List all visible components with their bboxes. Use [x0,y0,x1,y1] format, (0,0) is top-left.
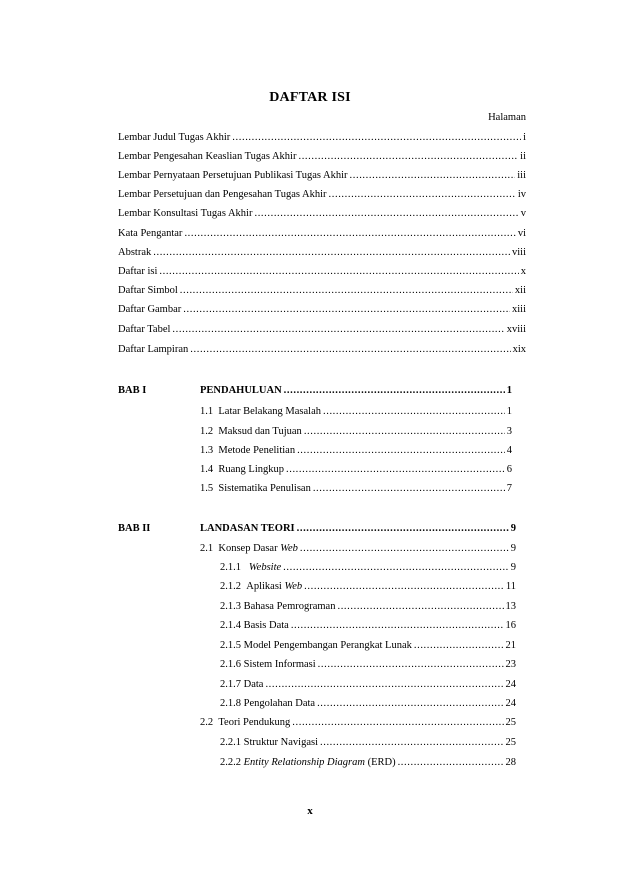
page-title: DAFTAR ISI [269,90,351,105]
toc-entry: Abstrak ..... viii [118,245,526,261]
subsection-entry: 2.1.4 Basis Data ..... 16 [220,618,516,634]
toc-entry: Lembar Pengesahan Keaslian Tugas Akhir ..... ii [118,149,526,165]
subsection-entry: 2.1.2 Aplikasi Web ..... 11 [220,579,516,595]
subsection-entry: 2.1.1 Website ..... 9 [220,560,516,576]
chapter-label: BAB I [118,385,147,396]
chapter-entry: PENDAHULUAN ..... 1 [200,383,512,399]
section-entry: 1.3 Metode Penelitian ..... 4 [200,443,512,459]
subsection-entry: 2.2.2 Entity Relationship Diagram (ERD) ..... 28 [220,755,516,771]
subsection-entry: 2.1.6 Sistem Informasi ..... 23 [220,657,516,673]
toc-entry: Lembar Judul Tugas Akhir ..... i [118,130,526,146]
subsection-entry: 2.1.3 Bahasa Pemrograman ..... 13 [220,599,516,615]
section-entry: 1.2 Maksud dan Tujuan ..... 3 [200,424,512,440]
subsection-entry: 2.2.1 Struktur Navigasi ..... 25 [220,735,516,751]
section-entry: 2.1 Konsep Dasar Web ..... 9 [200,541,516,557]
toc-entry: Lembar Pernyataan Persetujuan Publikasi Tugas Akhir ..... iii [118,168,526,184]
toc-entry: Kata Pengantar ..... vi [118,226,526,242]
chapter-entry: LANDASAN TEORI ..... 9 [200,521,516,537]
toc-entry: Daftar Tabel ..... xviii [118,322,526,338]
section-entry: 1.5 Sistematika Penulisan ..... 7 [200,481,512,497]
subsection-entry: 2.1.5 Model Pengembangan Perangkat Lunak ..... 21 [220,638,516,654]
page-column-label: Halaman [488,112,526,123]
toc-entry: Daftar Simbol ..... xii [118,283,526,299]
section-entry: 1.1 Latar Belakang Masalah ..... 1 [200,404,512,420]
toc-entry: Lembar Konsultasi Tugas Akhir ..... v [118,206,526,222]
toc-entry: Daftar Gambar ..... xiii [118,302,526,318]
chapter-label: BAB II [118,523,151,534]
page-number: x [307,805,313,817]
section-entry: 1.4 Ruang Lingkup ..... 6 [200,462,512,478]
toc-entry: Daftar Lampiran ..... xix [118,342,526,358]
section-entry: 2.2 Teori Pendukung ..... 25 [200,715,516,731]
toc-entry: Lembar Persetujuan dan Pengesahan Tugas Akhir ..... iv [118,187,526,203]
subsection-entry: 2.1.7 Data ..... 24 [220,677,516,693]
subsection-entry: 2.1.8 Pengolahan Data ..... 24 [220,696,516,712]
toc-entry: Daftar isi ..... x [118,264,526,280]
